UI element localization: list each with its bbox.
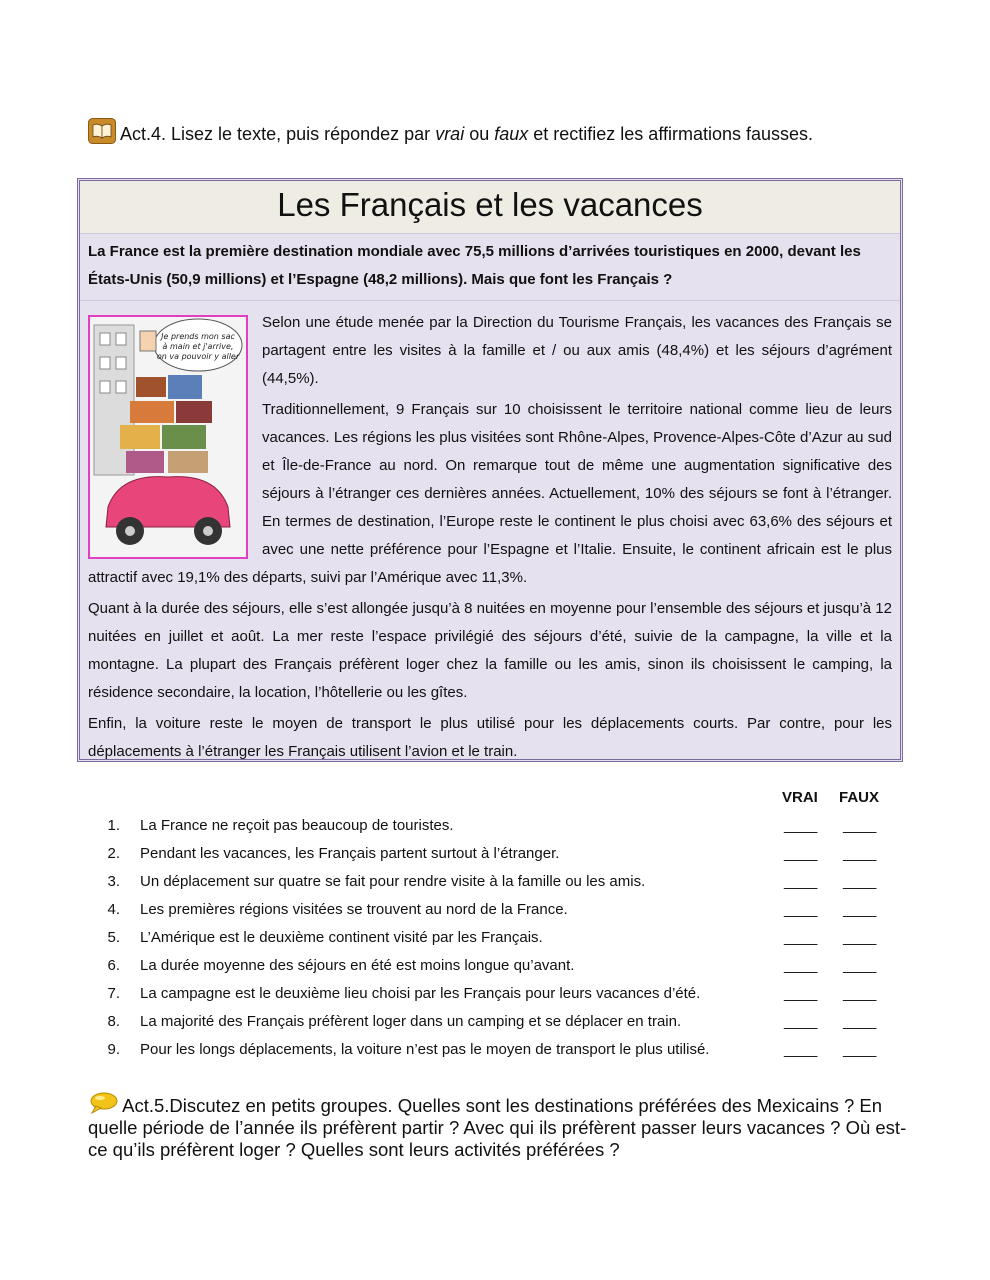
quiz-item-text: La France ne reçoit pas beaucoup de touristes. xyxy=(140,817,454,834)
act4-suffix: et rectifiez les affirmations fausses. xyxy=(528,124,814,144)
faux-answer-blank[interactable]: ____ xyxy=(843,1041,877,1058)
faux-column-header: FAUX xyxy=(839,789,880,806)
quiz-item-text: Pendant les vacances, les Français partent surtout à l’étranger. xyxy=(140,845,560,862)
quiz-item xyxy=(0,957,990,985)
faux-answer-blank[interactable]: ____ xyxy=(843,929,877,946)
faux-answer-blank[interactable]: ____ xyxy=(843,985,877,1002)
quiz-item xyxy=(0,873,990,901)
quiz-item-text: La durée moyenne des séjours en été est moins longue qu’avant. xyxy=(140,957,575,974)
quiz-item-number: 4. xyxy=(107,901,120,918)
article-title: Les Français et les vacances xyxy=(80,181,900,234)
quiz-item xyxy=(0,1013,990,1041)
vrai-answer-blank[interactable]: ____ xyxy=(784,845,818,862)
act4-prefix: Act.4. Lisez le texte, puis répondez par xyxy=(120,124,436,144)
quiz-item-text: Un déplacement sur quatre se fait pour rendre visite à la famille ou les amis. xyxy=(140,873,646,890)
faux-answer-blank[interactable]: ____ xyxy=(843,817,877,834)
article-lead: La France est la première destination mondiale avec 75,5 millions d’arrivées touristiques en 2000, devant les États-Unis (50,9 millions) et l’Espagne (48,2 millions). Mais que font les Français ? xyxy=(80,234,900,301)
vrai-column-header: VRAI xyxy=(782,789,818,806)
cartoon-drawing xyxy=(90,317,246,557)
faux-answer-blank[interactable]: ____ xyxy=(843,845,877,862)
quiz-item-number: 9. xyxy=(107,1041,120,1058)
quiz-item xyxy=(0,817,990,845)
quiz-item-text: La majorité des Français préfèrent loger dans un camping et se déplacer en train. xyxy=(140,1013,682,1030)
vrai-answer-blank[interactable]: ____ xyxy=(784,873,818,890)
quiz-item-number: 8. xyxy=(107,1013,120,1030)
quiz-item-number: 6. xyxy=(107,957,120,974)
svg-text:on va pouvoir y aller: on va pouvoir y aller xyxy=(156,352,240,361)
quiz-item xyxy=(0,845,990,873)
quiz-item xyxy=(0,1041,990,1069)
quiz-item-number: 3. xyxy=(107,873,120,890)
quiz-item-number: 7. xyxy=(107,985,120,1002)
act5-text: Act.5.Discutez en petits groupes. Quelles sont les destinations préférées des Mexicains ? En quelle période de l’année ils préfèrent partir ? Avec qui ils préfèrent passer leurs vacances ? Où est-ce qu’ils préfèrent loger ? Quelles sont leurs activités préférées ? xyxy=(88,1095,907,1160)
quiz-item-text: Les premières régions visitées se trouvent au nord de la France. xyxy=(140,901,568,918)
vrai-answer-blank[interactable]: ____ xyxy=(784,901,818,918)
quiz-item-number: 5. xyxy=(107,929,120,946)
svg-text:à main et j'arrive,: à main et j'arrive, xyxy=(162,342,234,351)
quiz-item-text: Pour les longs déplacements, la voiture n’est pas le moyen de transport le plus utilisé. xyxy=(140,1041,710,1058)
quiz-item xyxy=(0,985,990,1013)
act4-faux-word: faux xyxy=(494,124,529,144)
article-paragraph: Enfin, la voiture reste le moyen de transport le plus utilisé pour les déplacements courts. Par contre, pour les déplacements à l’étranger les Français utilisent l’avion et le train. xyxy=(88,715,892,760)
cartoon-illustration xyxy=(88,315,248,559)
vrai-answer-blank[interactable]: ____ xyxy=(784,957,818,974)
faux-answer-blank[interactable]: ____ xyxy=(843,901,877,918)
act4-vrai-word: vrai xyxy=(435,124,465,144)
faux-answer-blank[interactable]: ____ xyxy=(843,873,877,890)
quiz-item xyxy=(0,901,990,929)
article-body xyxy=(80,301,900,766)
quiz-item-text: L’Amérique est le deuxième continent visité par les Français. xyxy=(140,929,543,946)
vrai-answer-blank[interactable]: ____ xyxy=(784,1041,818,1058)
activity-5-instruction xyxy=(88,1092,908,1161)
quiz-item-number: 2. xyxy=(107,845,120,862)
vrai-answer-blank[interactable]: ____ xyxy=(784,929,818,946)
faux-answer-blank[interactable]: ____ xyxy=(843,957,877,974)
book-icon xyxy=(88,118,116,144)
vrai-answer-blank[interactable]: ____ xyxy=(784,817,818,834)
quiz-item xyxy=(0,929,990,957)
article-paragraph: Quant à la durée des séjours, elle s’est allongée jusqu’à 8 nuitées en moyenne pour l’ensemble des séjours et jusqu’à 12 nuitées en juillet et août. La mer reste l’espace privilégié des séjours d’été, suivie de la campagne, la ville et la montagne. La plupart des Français préfèrent loger chez la famille ou les amis, sinon ils choisissent le camping, la résidence secondaire, la location, l’hôtellerie ou les gîtes. xyxy=(88,600,892,701)
vrai-answer-blank[interactable]: ____ xyxy=(784,985,818,1002)
svg-text:Je prends mon sac: Je prends mon sac xyxy=(161,332,235,341)
faux-answer-blank[interactable]: ____ xyxy=(843,1013,877,1030)
quiz-item-text: La campagne est le deuxième lieu choisi par les Français pour leurs vacances d’été. xyxy=(140,985,701,1002)
quiz-item-number: 1. xyxy=(107,817,120,834)
article-paragraph: Traditionnellement, 9 Français sur 10 choisissent le territoire national comme lieu de leurs vacances. Les régions les plus visitées sont Rhône-Alpes, Provence-Alpes-Côte d’Azur au sud et Île-de-France au nord. On remarque tout de même une augmentation significative des séjours à l’étranger ces dernières années. Actuellement, 10% des séjours se font à l’étranger. En termes de destination, l’Europe reste le continent le plus choisi avec 63,6% des séjours et avec une nette préférence pour l’Espagne et l’Italie. Ensuite, le continent africain est le plus attractif avec 19,1% des départs, suivi par l’Amérique avec 11,3%. xyxy=(88,401,892,586)
act4-or-word: ou xyxy=(464,124,495,144)
activity-4-instruction xyxy=(88,118,918,145)
article-paragraph: Selon une étude menée par la Direction du Tourisme Français, les vacances des Français se partagent entre les visites à la famille et / ou aux amis (48,4%) et les séjours d’agrément (44,5%). xyxy=(262,314,892,387)
vrai-answer-blank[interactable]: ____ xyxy=(784,1013,818,1030)
speech-bubble-icon xyxy=(88,1092,118,1114)
article-frame xyxy=(77,178,903,762)
